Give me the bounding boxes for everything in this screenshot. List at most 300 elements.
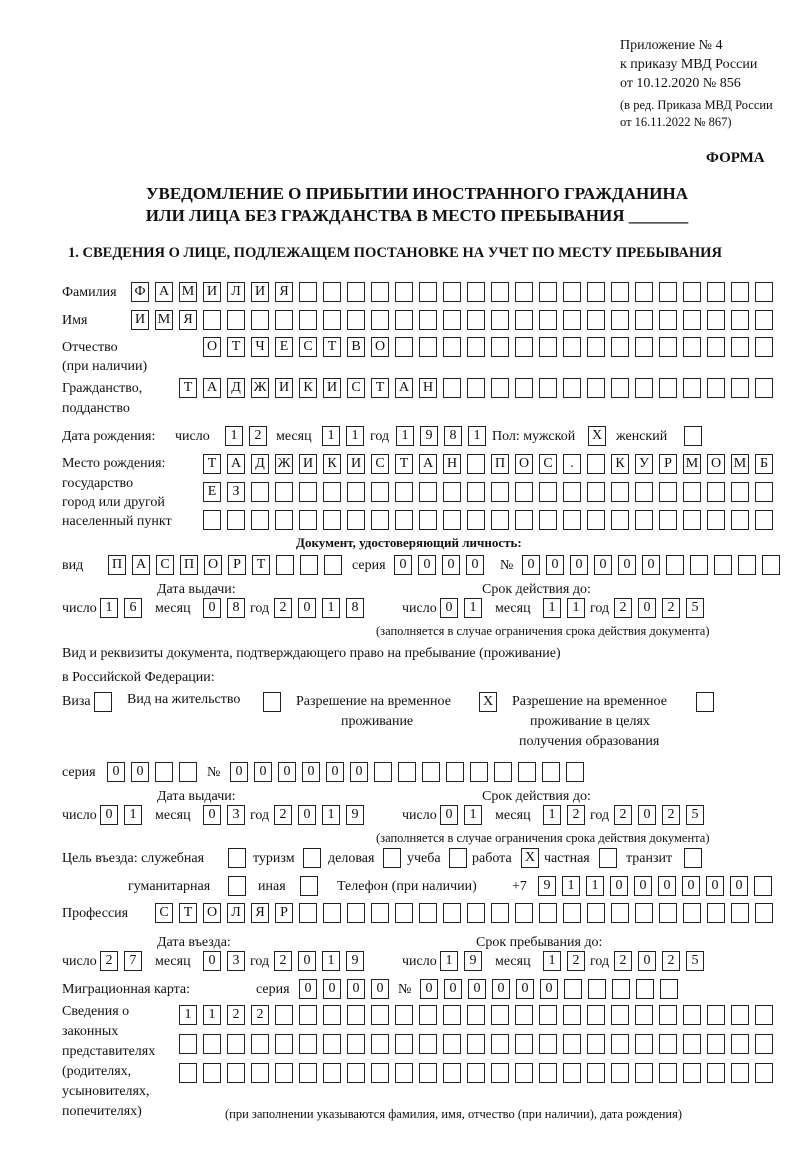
migration-card-number-cell[interactable]: 0	[468, 979, 486, 999]
birth-year-cell[interactable]: 9	[420, 426, 438, 446]
representatives-row-2-cell[interactable]	[587, 1034, 605, 1054]
id-doc-type-cell[interactable]: О	[204, 555, 222, 575]
surname-cell[interactable]	[587, 282, 605, 302]
birth-year-cell[interactable]: 8	[444, 426, 462, 446]
patronymic-cell[interactable]	[443, 337, 461, 357]
migration-card-number-cell[interactable]: 0	[420, 979, 438, 999]
id-doc-type-cell[interactable]: П	[108, 555, 126, 575]
stay-doc-number-cell[interactable]	[566, 762, 584, 782]
profession-cell[interactable]	[539, 903, 557, 923]
surname-cell[interactable]	[659, 282, 677, 302]
representatives-row-2-cell[interactable]	[731, 1034, 749, 1054]
birthplace-row-3-cell[interactable]	[299, 510, 317, 530]
citizenship-cell[interactable]	[587, 378, 605, 398]
stay-doc-number-cell[interactable]	[422, 762, 440, 782]
patronymic-cell[interactable]: О	[371, 337, 389, 357]
citizenship-cell[interactable]	[467, 378, 485, 398]
birthplace-row-2-cell[interactable]	[299, 482, 317, 502]
representatives-row-1-cell[interactable]	[371, 1005, 389, 1025]
migration-card-series-cell[interactable]: 0	[371, 979, 389, 999]
name-cell[interactable]	[539, 310, 557, 330]
citizenship-cell[interactable]	[683, 378, 701, 398]
migration-card-series-cell[interactable]: 0	[347, 979, 365, 999]
migration-card-series-cell[interactable]: 0	[299, 979, 317, 999]
surname-cell[interactable]	[539, 282, 557, 302]
stay-doc-valid-month-cell[interactable]: 2	[567, 805, 585, 825]
birthplace-row-3-cell[interactable]	[611, 510, 629, 530]
birthplace-row-1-cell[interactable]: К	[323, 454, 341, 474]
patronymic-cell[interactable]	[491, 337, 509, 357]
purpose-tourism-checkbox[interactable]	[303, 848, 321, 868]
birthplace-row-3-cell[interactable]	[587, 510, 605, 530]
surname-cell[interactable]	[347, 282, 365, 302]
id-doc-issued-month-cell[interactable]: 0	[203, 598, 221, 618]
stay-doc-number-cell[interactable]	[470, 762, 488, 782]
citizenship-cell[interactable]: Т	[371, 378, 389, 398]
name-cell[interactable]	[299, 310, 317, 330]
surname-cell[interactable]: М	[179, 282, 197, 302]
surname-cell[interactable]	[419, 282, 437, 302]
birthplace-row-1-cell[interactable]: М	[683, 454, 701, 474]
birthplace-row-3-cell[interactable]	[371, 510, 389, 530]
migration-card-number-cell[interactable]	[660, 979, 678, 999]
patronymic-cell[interactable]	[563, 337, 581, 357]
phone-cell[interactable]: 0	[730, 876, 748, 896]
surname-cell[interactable]: Я	[275, 282, 293, 302]
representatives-row-2-cell[interactable]	[275, 1034, 293, 1054]
birthplace-row-1-cell[interactable]: С	[539, 454, 557, 474]
stay-doc-number-cell[interactable]: 0	[350, 762, 368, 782]
phone-cell[interactable]: 1	[586, 876, 604, 896]
representatives-row-1-cell[interactable]	[275, 1005, 293, 1025]
surname-cell[interactable]	[707, 282, 725, 302]
stay-until-year-cell[interactable]: 2	[614, 951, 632, 971]
stay-doc-number-cell[interactable]: 0	[326, 762, 344, 782]
birthplace-row-1-cell[interactable]: Ж	[275, 454, 293, 474]
birthplace-row-1-cell[interactable]: Б	[755, 454, 773, 474]
representatives-row-3-cell[interactable]	[491, 1063, 509, 1083]
birthplace-row-3-cell[interactable]	[275, 510, 293, 530]
birthplace-row-1-cell[interactable]: А	[419, 454, 437, 474]
citizenship-cell[interactable]	[539, 378, 557, 398]
citizenship-cell[interactable]	[491, 378, 509, 398]
patronymic-cell[interactable]: Ч	[251, 337, 269, 357]
citizenship-cell[interactable]: К	[299, 378, 317, 398]
representatives-row-1-cell[interactable]	[659, 1005, 677, 1025]
birthplace-row-3-cell[interactable]	[563, 510, 581, 530]
birthplace-row-1-cell[interactable]: Т	[395, 454, 413, 474]
representatives-row-3-cell[interactable]	[731, 1063, 749, 1083]
representatives-row-3-cell[interactable]	[635, 1063, 653, 1083]
patronymic-cell[interactable]	[635, 337, 653, 357]
birthplace-row-3-cell[interactable]	[491, 510, 509, 530]
id-doc-number-cell[interactable]	[738, 555, 756, 575]
representatives-row-2-cell[interactable]	[251, 1034, 269, 1054]
representatives-row-1-cell[interactable]	[515, 1005, 533, 1025]
profession-cell[interactable]	[635, 903, 653, 923]
surname-cell[interactable]	[371, 282, 389, 302]
representatives-row-3-cell[interactable]	[227, 1063, 245, 1083]
name-cell[interactable]	[563, 310, 581, 330]
birthplace-row-2-cell[interactable]	[491, 482, 509, 502]
birthplace-row-2-cell[interactable]	[371, 482, 389, 502]
stay-doc-number-cell[interactable]	[542, 762, 560, 782]
representatives-row-2-cell[interactable]	[611, 1034, 629, 1054]
stay-doc-number-cell[interactable]	[494, 762, 512, 782]
birthplace-row-2-cell[interactable]	[539, 482, 557, 502]
citizenship-cell[interactable]	[707, 378, 725, 398]
citizenship-cell[interactable]: Д	[227, 378, 245, 398]
representatives-row-3-cell[interactable]	[443, 1063, 461, 1083]
patronymic-cell[interactable]: В	[347, 337, 365, 357]
citizenship-cell[interactable]	[659, 378, 677, 398]
surname-cell[interactable]: А	[155, 282, 173, 302]
migration-card-number-cell[interactable]: 0	[492, 979, 510, 999]
representatives-row-2-cell[interactable]	[299, 1034, 317, 1054]
representatives-row-1-cell[interactable]	[683, 1005, 701, 1025]
birthplace-row-3-cell[interactable]	[251, 510, 269, 530]
stay-doc-number-cell[interactable]	[374, 762, 392, 782]
purpose-study-checkbox[interactable]	[449, 848, 467, 868]
birthplace-row-1-cell[interactable]: .	[563, 454, 581, 474]
id-doc-valid-month-cell[interactable]: 1	[567, 598, 585, 618]
patronymic-cell[interactable]	[395, 337, 413, 357]
patronymic-cell[interactable]	[659, 337, 677, 357]
profession-cell[interactable]	[347, 903, 365, 923]
citizenship-cell[interactable]	[515, 378, 533, 398]
surname-cell[interactable]: И	[203, 282, 221, 302]
citizenship-cell[interactable]	[563, 378, 581, 398]
surname-cell[interactable]: Ф	[131, 282, 149, 302]
citizenship-cell[interactable]	[443, 378, 461, 398]
patronymic-cell[interactable]	[467, 337, 485, 357]
name-cell[interactable]	[515, 310, 533, 330]
profession-cell[interactable]	[299, 903, 317, 923]
representatives-row-2-cell[interactable]	[323, 1034, 341, 1054]
phone-cell[interactable]: 0	[682, 876, 700, 896]
id-doc-valid-month-cell[interactable]: 1	[543, 598, 561, 618]
profession-cell[interactable]	[707, 903, 725, 923]
representatives-row-1-cell[interactable]: 1	[179, 1005, 197, 1025]
representatives-row-1-cell[interactable]	[491, 1005, 509, 1025]
id-doc-issued-year-cell[interactable]: 8	[346, 598, 364, 618]
id-doc-valid-year-cell[interactable]: 5	[686, 598, 704, 618]
profession-cell[interactable]	[563, 903, 581, 923]
purpose-private-checkbox[interactable]	[599, 848, 617, 868]
birthplace-row-2-cell[interactable]	[587, 482, 605, 502]
representatives-row-1-cell[interactable]: 2	[227, 1005, 245, 1025]
birthplace-row-2-cell[interactable]	[323, 482, 341, 502]
representatives-row-2-cell[interactable]	[371, 1034, 389, 1054]
representatives-row-3-cell[interactable]	[659, 1063, 677, 1083]
profession-cell[interactable]: Л	[227, 903, 245, 923]
stay-doc-issued-year-cell[interactable]: 0	[298, 805, 316, 825]
purpose-transit-checkbox[interactable]	[684, 848, 702, 868]
representatives-row-1-cell[interactable]	[443, 1005, 461, 1025]
birthplace-row-2-cell[interactable]	[659, 482, 677, 502]
representatives-row-3-cell[interactable]	[419, 1063, 437, 1083]
name-cell[interactable]	[275, 310, 293, 330]
representatives-row-3-cell[interactable]	[371, 1063, 389, 1083]
citizenship-cell[interactable]: А	[203, 378, 221, 398]
birthplace-row-3-cell[interactable]	[515, 510, 533, 530]
representatives-row-3-cell[interactable]	[611, 1063, 629, 1083]
phone-cell[interactable]: 0	[706, 876, 724, 896]
representatives-row-2-cell[interactable]	[755, 1034, 773, 1054]
id-doc-number-cell[interactable]: 0	[594, 555, 612, 575]
citizenship-cell[interactable]	[731, 378, 749, 398]
citizenship-cell[interactable]: Н	[419, 378, 437, 398]
surname-cell[interactable]	[731, 282, 749, 302]
residence-permit-checkbox[interactable]	[263, 692, 281, 712]
sex-female-checkbox[interactable]	[684, 426, 702, 446]
migration-card-number-cell[interactable]: 0	[444, 979, 462, 999]
id-doc-valid-year-cell[interactable]: 0	[638, 598, 656, 618]
entry-date-year-cell[interactable]: 1	[322, 951, 340, 971]
name-cell[interactable]	[707, 310, 725, 330]
representatives-row-2-cell[interactable]	[467, 1034, 485, 1054]
profession-cell[interactable]	[491, 903, 509, 923]
representatives-row-3-cell[interactable]	[539, 1063, 557, 1083]
surname-cell[interactable]	[467, 282, 485, 302]
profession-cell[interactable]	[395, 903, 413, 923]
representatives-row-3-cell[interactable]	[563, 1063, 581, 1083]
entry-date-year-cell[interactable]: 0	[298, 951, 316, 971]
phone-cell[interactable]: 0	[634, 876, 652, 896]
citizenship-cell[interactable]	[755, 378, 773, 398]
profession-cell[interactable]	[683, 903, 701, 923]
id-doc-type-cell[interactable]: Т	[252, 555, 270, 575]
stay-doc-series-cell[interactable]	[155, 762, 173, 782]
patronymic-cell[interactable]: Е	[275, 337, 293, 357]
birthplace-row-3-cell[interactable]	[683, 510, 701, 530]
birthplace-row-1-cell[interactable]: К	[611, 454, 629, 474]
entry-date-month-cell[interactable]: 3	[227, 951, 245, 971]
id-doc-type-cell[interactable]	[324, 555, 342, 575]
representatives-row-3-cell[interactable]	[251, 1063, 269, 1083]
phone-cell[interactable]: 0	[658, 876, 676, 896]
birth-month-cell[interactable]: 1	[346, 426, 364, 446]
citizenship-cell[interactable]	[635, 378, 653, 398]
representatives-row-3-cell[interactable]	[323, 1063, 341, 1083]
id-doc-number-cell[interactable]: 0	[546, 555, 564, 575]
surname-cell[interactable]: И	[251, 282, 269, 302]
profession-cell[interactable]	[467, 903, 485, 923]
representatives-row-1-cell[interactable]: 2	[251, 1005, 269, 1025]
representatives-row-3-cell[interactable]	[299, 1063, 317, 1083]
stay-doc-issued-day-cell[interactable]: 1	[124, 805, 142, 825]
name-cell[interactable]	[587, 310, 605, 330]
stay-doc-valid-year-cell[interactable]: 0	[638, 805, 656, 825]
visa-checkbox[interactable]	[94, 692, 112, 712]
patronymic-cell[interactable]	[539, 337, 557, 357]
patronymic-cell[interactable]	[587, 337, 605, 357]
purpose-work-checkbox[interactable]: X	[521, 848, 539, 868]
profession-cell[interactable]	[419, 903, 437, 923]
purpose-service-checkbox[interactable]	[228, 848, 246, 868]
birthplace-row-1-cell[interactable]: О	[515, 454, 533, 474]
surname-cell[interactable]	[299, 282, 317, 302]
birthplace-row-1-cell[interactable]: И	[347, 454, 365, 474]
name-cell[interactable]	[395, 310, 413, 330]
stay-doc-valid-day-cell[interactable]: 1	[464, 805, 482, 825]
id-doc-type-cell[interactable]	[276, 555, 294, 575]
id-doc-valid-day-cell[interactable]: 1	[464, 598, 482, 618]
profession-cell[interactable]	[371, 903, 389, 923]
representatives-row-1-cell[interactable]	[731, 1005, 749, 1025]
id-doc-type-cell[interactable]: Р	[228, 555, 246, 575]
id-doc-number-cell[interactable]	[666, 555, 684, 575]
surname-cell[interactable]	[395, 282, 413, 302]
birth-year-cell[interactable]: 1	[468, 426, 486, 446]
representatives-row-3-cell[interactable]	[587, 1063, 605, 1083]
birthplace-row-3-cell[interactable]	[323, 510, 341, 530]
surname-cell[interactable]	[755, 282, 773, 302]
stay-doc-series-cell[interactable]	[179, 762, 197, 782]
citizenship-cell[interactable]	[611, 378, 629, 398]
representatives-row-2-cell[interactable]	[539, 1034, 557, 1054]
patronymic-cell[interactable]: Т	[323, 337, 341, 357]
representatives-row-2-cell[interactable]	[707, 1034, 725, 1054]
representatives-row-3-cell[interactable]	[347, 1063, 365, 1083]
stay-until-day-cell[interactable]: 1	[440, 951, 458, 971]
id-doc-issued-year-cell[interactable]: 0	[298, 598, 316, 618]
name-cell[interactable]	[443, 310, 461, 330]
stay-doc-number-cell[interactable]: 0	[230, 762, 248, 782]
stay-doc-number-cell[interactable]: 0	[302, 762, 320, 782]
citizenship-cell[interactable]: А	[395, 378, 413, 398]
profession-cell[interactable]	[587, 903, 605, 923]
entry-date-day-cell[interactable]: 2	[100, 951, 118, 971]
surname-cell[interactable]	[443, 282, 461, 302]
purpose-business-checkbox[interactable]	[383, 848, 401, 868]
phone-cell[interactable]: 1	[562, 876, 580, 896]
representatives-row-1-cell[interactable]	[635, 1005, 653, 1025]
sex-male-checkbox[interactable]: X	[588, 426, 606, 446]
birthplace-row-2-cell[interactable]	[419, 482, 437, 502]
representatives-row-1-cell[interactable]	[539, 1005, 557, 1025]
profession-cell[interactable]: Я	[251, 903, 269, 923]
patronymic-cell[interactable]	[755, 337, 773, 357]
id-doc-number-cell[interactable]: 0	[522, 555, 540, 575]
representatives-row-2-cell[interactable]	[443, 1034, 461, 1054]
stay-doc-number-cell[interactable]: 0	[278, 762, 296, 782]
representatives-row-2-cell[interactable]	[659, 1034, 677, 1054]
representatives-row-1-cell[interactable]	[467, 1005, 485, 1025]
entry-date-day-cell[interactable]: 7	[124, 951, 142, 971]
stay-until-day-cell[interactable]: 9	[464, 951, 482, 971]
patronymic-cell[interactable]	[707, 337, 725, 357]
surname-cell[interactable]	[491, 282, 509, 302]
citizenship-cell[interactable]: И	[323, 378, 341, 398]
representatives-row-2-cell[interactable]	[635, 1034, 653, 1054]
edu-residence-checkbox[interactable]	[696, 692, 714, 712]
surname-cell[interactable]	[683, 282, 701, 302]
name-cell[interactable]	[611, 310, 629, 330]
surname-cell[interactable]	[611, 282, 629, 302]
stay-doc-issued-month-cell[interactable]: 0	[203, 805, 221, 825]
stay-doc-number-cell[interactable]: 0	[254, 762, 272, 782]
stay-doc-series-cell[interactable]: 0	[131, 762, 149, 782]
stay-doc-number-cell[interactable]	[398, 762, 416, 782]
purpose-other-checkbox[interactable]	[300, 876, 318, 896]
surname-cell[interactable]	[563, 282, 581, 302]
id-doc-type-cell[interactable]: С	[156, 555, 174, 575]
profession-cell[interactable]	[659, 903, 677, 923]
birthplace-row-1-cell[interactable]: Р	[659, 454, 677, 474]
representatives-row-1-cell[interactable]	[755, 1005, 773, 1025]
profession-cell[interactable]	[323, 903, 341, 923]
citizenship-cell[interactable]: И	[275, 378, 293, 398]
profession-cell[interactable]	[443, 903, 461, 923]
stay-until-year-cell[interactable]: 2	[662, 951, 680, 971]
representatives-row-1-cell[interactable]	[347, 1005, 365, 1025]
representatives-row-2-cell[interactable]	[491, 1034, 509, 1054]
id-doc-issued-day-cell[interactable]: 6	[124, 598, 142, 618]
patronymic-cell[interactable]	[731, 337, 749, 357]
name-cell[interactable]	[251, 310, 269, 330]
birthplace-row-3-cell[interactable]	[539, 510, 557, 530]
birthplace-row-2-cell[interactable]	[347, 482, 365, 502]
id-doc-type-cell[interactable]	[300, 555, 318, 575]
representatives-row-2-cell[interactable]	[515, 1034, 533, 1054]
birthplace-row-3-cell[interactable]	[707, 510, 725, 530]
representatives-row-3-cell[interactable]	[683, 1063, 701, 1083]
stay-until-year-cell[interactable]: 0	[638, 951, 656, 971]
birth-day-cell[interactable]: 2	[249, 426, 267, 446]
id-doc-series-cell[interactable]: 0	[394, 555, 412, 575]
representatives-row-3-cell[interactable]	[275, 1063, 293, 1083]
birthplace-row-1-cell[interactable]: М	[731, 454, 749, 474]
surname-cell[interactable]: Л	[227, 282, 245, 302]
citizenship-cell[interactable]: С	[347, 378, 365, 398]
patronymic-cell[interactable]: С	[299, 337, 317, 357]
birthplace-row-1-cell[interactable]: У	[635, 454, 653, 474]
birthplace-row-3-cell[interactable]	[635, 510, 653, 530]
birthplace-row-2-cell[interactable]	[755, 482, 773, 502]
stay-doc-issued-year-cell[interactable]: 1	[322, 805, 340, 825]
id-doc-type-cell[interactable]: А	[132, 555, 150, 575]
representatives-row-3-cell[interactable]	[203, 1063, 221, 1083]
birthplace-row-2-cell[interactable]	[275, 482, 293, 502]
birthplace-row-1-cell[interactable]: Т	[203, 454, 221, 474]
id-doc-series-cell[interactable]: 0	[418, 555, 436, 575]
id-doc-number-cell[interactable]	[762, 555, 780, 575]
representatives-row-3-cell[interactable]	[707, 1063, 725, 1083]
stay-doc-issued-year-cell[interactable]: 9	[346, 805, 364, 825]
representatives-row-2-cell[interactable]	[347, 1034, 365, 1054]
representatives-row-2-cell[interactable]	[395, 1034, 413, 1054]
migration-card-number-cell[interactable]	[564, 979, 582, 999]
birthplace-row-2-cell[interactable]	[707, 482, 725, 502]
name-cell[interactable]	[371, 310, 389, 330]
representatives-row-2-cell[interactable]	[563, 1034, 581, 1054]
phone-cell[interactable]: 0	[610, 876, 628, 896]
stay-until-year-cell[interactable]: 5	[686, 951, 704, 971]
birthplace-row-3-cell[interactable]	[659, 510, 677, 530]
id-doc-valid-year-cell[interactable]: 2	[662, 598, 680, 618]
citizenship-cell[interactable]: Ж	[251, 378, 269, 398]
stay-doc-issued-month-cell[interactable]: 3	[227, 805, 245, 825]
representatives-row-2-cell[interactable]	[683, 1034, 701, 1054]
surname-cell[interactable]	[635, 282, 653, 302]
birthplace-row-3-cell[interactable]	[467, 510, 485, 530]
id-doc-number-cell[interactable]: 0	[618, 555, 636, 575]
stay-doc-issued-day-cell[interactable]: 0	[100, 805, 118, 825]
birth-day-cell[interactable]: 1	[225, 426, 243, 446]
birthplace-row-1-cell[interactable]: А	[227, 454, 245, 474]
stay-doc-number-cell[interactable]	[518, 762, 536, 782]
